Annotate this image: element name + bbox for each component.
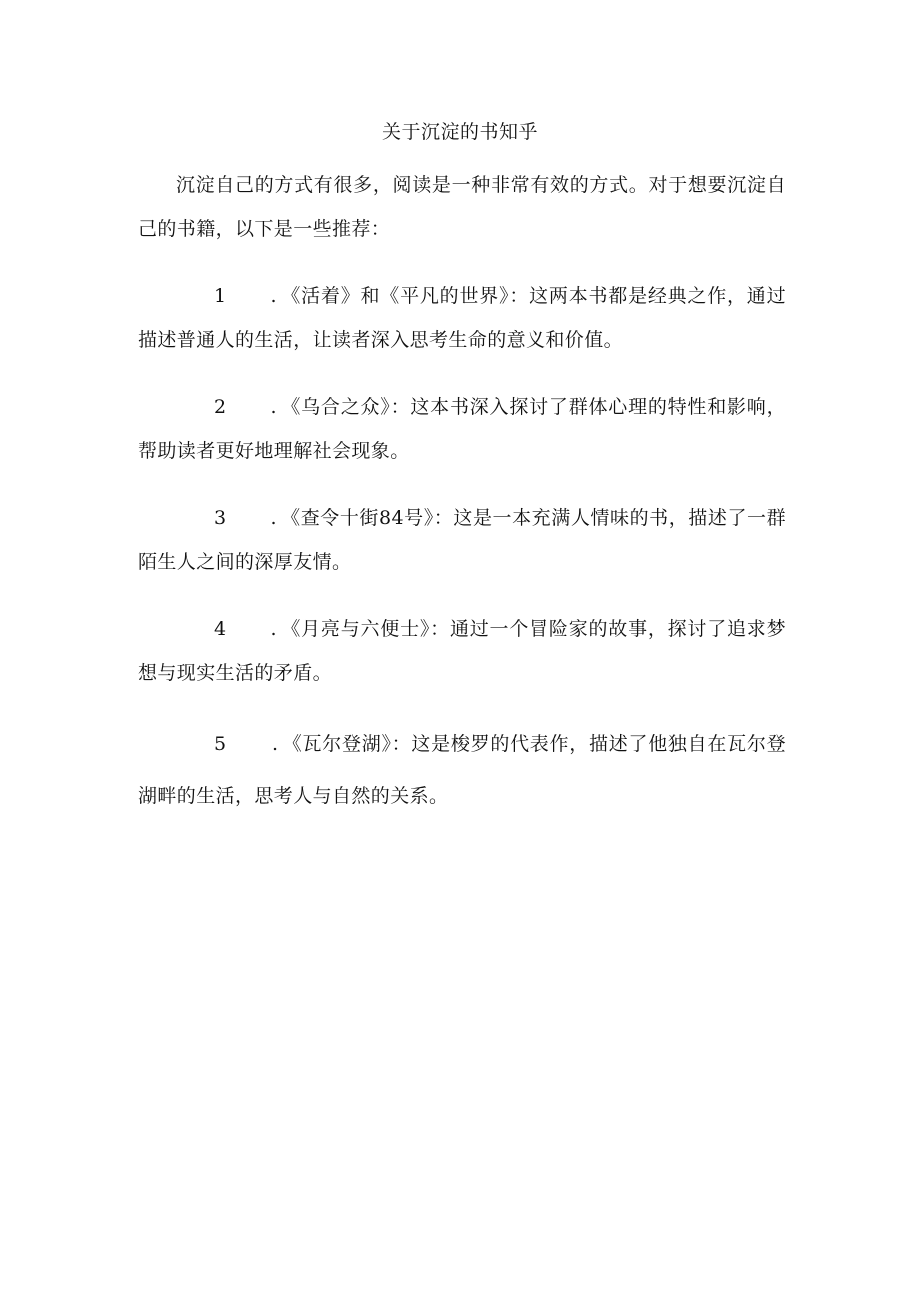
item-separator: . [270, 285, 277, 307]
item-text: 《查令十街84号》：这是一本充满人情味的书，描述了一群陌生人之间的深厚友情。 [138, 507, 786, 573]
item-separator: . [270, 618, 277, 640]
item-number: 4 [214, 618, 227, 640]
item-number: 5 [214, 733, 227, 755]
item-number: 1 [214, 285, 227, 307]
list-item [138, 718, 786, 822]
item-separator: . [270, 396, 277, 418]
item-text: 《活着》和《平凡的世界》：这两本书都是经典之作，通过描述普通人的生活，让读者深入思考生命的意义和价值。 [138, 285, 786, 351]
list-item [138, 496, 786, 584]
item-text: 《月亮与六便士》：通过一个冒险家的故事，探讨了追求梦想与现实生活的矛盾。 [138, 618, 786, 684]
document-body [138, 163, 786, 845]
item-text: 《瓦尔登湖》：这是梭罗的代表作，描述了他独自在瓦尔登湖畔的生活，思考人与自然的关系。 [138, 733, 786, 807]
item-separator: . [272, 733, 279, 755]
list-item [138, 385, 786, 473]
item-number: 2 [214, 396, 227, 418]
document-title: 关于沉淀的书知乎 [381, 121, 538, 143]
intro-paragraph: 沉淀自己的方式有很多，阅读是一种非常有效的方式。对于想要沉淀自己的书籍，以下是一些推荐： [138, 174, 786, 240]
item-separator: . [270, 507, 277, 529]
list-item [138, 607, 786, 695]
item-number: 3 [214, 507, 227, 529]
list-item [138, 274, 786, 362]
item-text: 《乌合之众》：这本书深入探讨了群体心理的特性和影响，帮助读者更好地理解社会现象。 [138, 396, 786, 462]
